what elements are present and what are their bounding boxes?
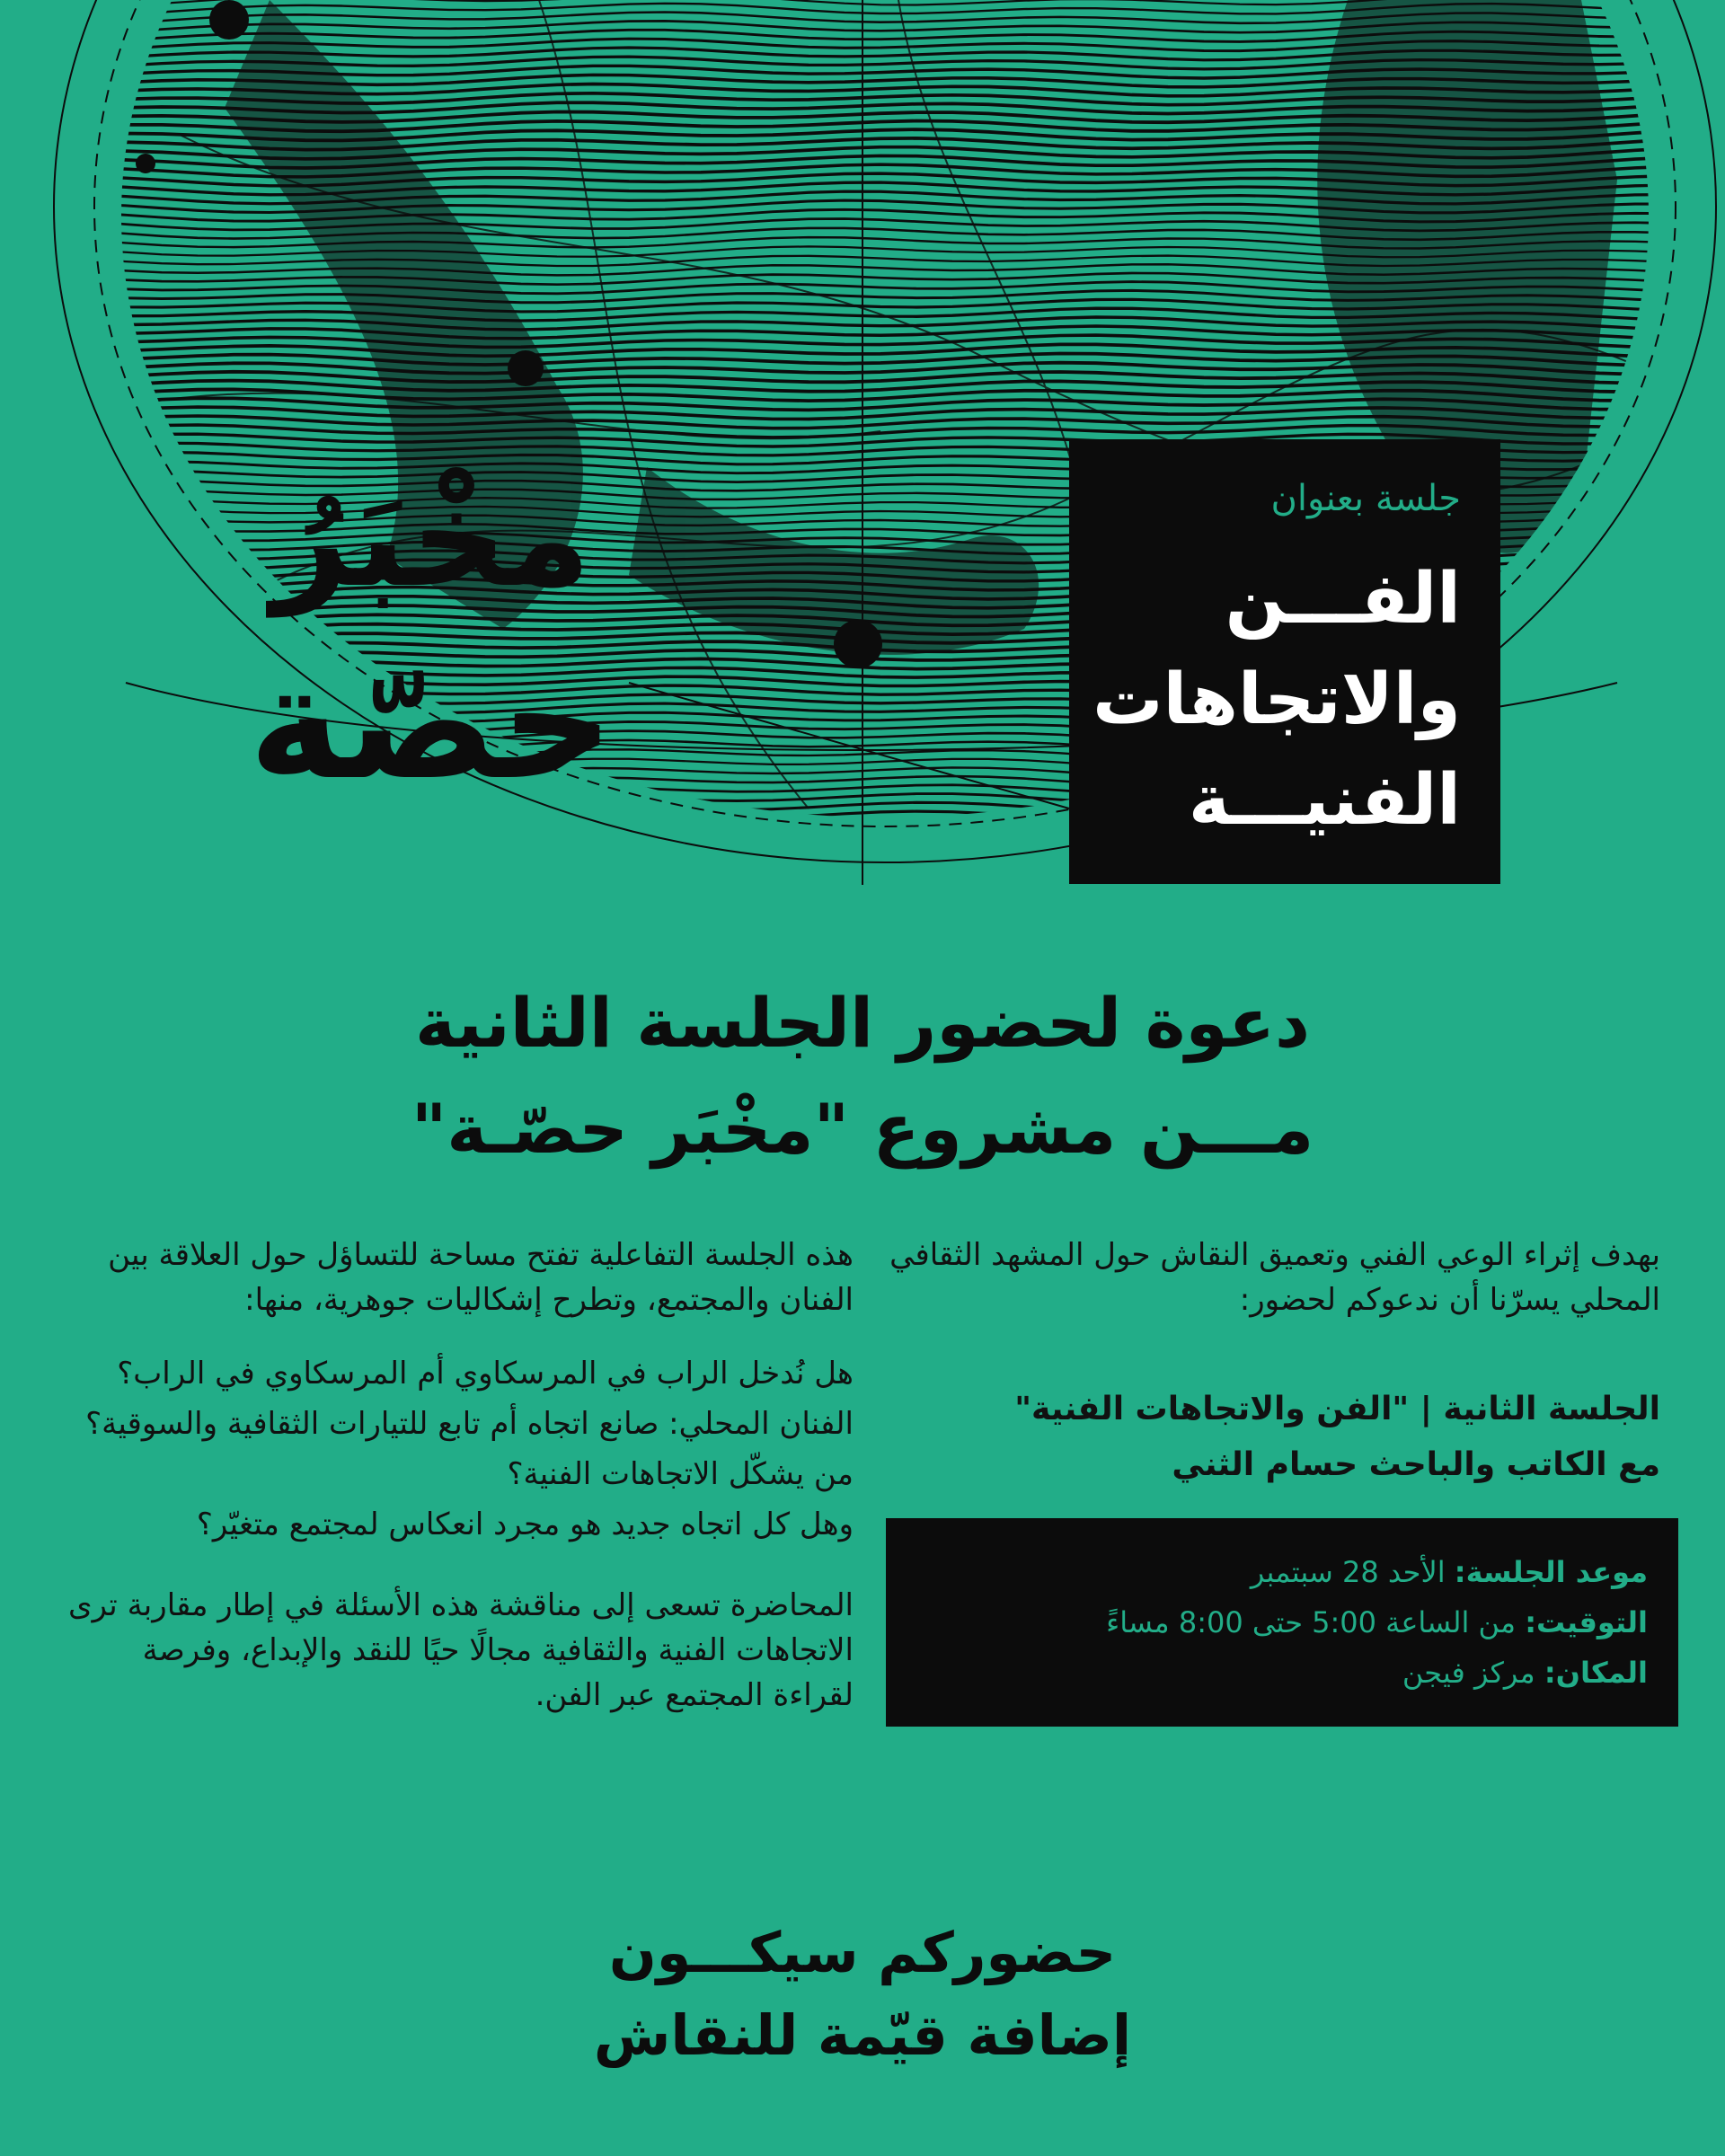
headline (144, 970, 1581, 1182)
session-info (880, 1382, 1660, 1493)
closing-line: إضافة قيّمة للنقاش (593, 2002, 1132, 2068)
closing-line: حضوركم سيكـــون (608, 1920, 1117, 1985)
session-title-line: الفنيـــة (1188, 760, 1461, 841)
session-label: جلسة بعنوان (1270, 478, 1461, 519)
session-title-line: الفـــن (1225, 559, 1461, 640)
headline-line: دعوة لحضور الجلسة الثانية (414, 983, 1310, 1063)
detail-date (916, 1547, 1648, 1597)
detail-time (916, 1597, 1648, 1648)
logo-line-2: حصّة (248, 631, 615, 815)
detail-value: من الساعة 5:00 حتى 8:00 مساءً (1106, 1605, 1517, 1639)
session-title-line: والاتجاهات (1092, 659, 1461, 740)
session-title-box (1069, 439, 1500, 884)
detail-label: موعد الجلسة: (1454, 1555, 1648, 1589)
detail-place (916, 1648, 1648, 1698)
headline-line: مـــن مشروع "مخْبَر حصّـة" (411, 1089, 1314, 1169)
closing-message (449, 1912, 1276, 2077)
session-info-line: الجلسة الثانية | "الفن والاتجاهات الفنية" (1014, 1391, 1660, 1427)
details-box (886, 1518, 1678, 1727)
question-item: وهل كل اتجاه جديد هو مجرد انعكاس لمجتمع متغيّر؟ (196, 1507, 854, 1542)
detail-label: التوقيت: (1525, 1605, 1648, 1639)
detail-value: مركز فيجن (1402, 1656, 1535, 1690)
detail-value: الأحد 28 سبتمبر (1250, 1555, 1446, 1589)
logo-line-1: مخْبَرُ (271, 461, 591, 617)
right-column (880, 1233, 1660, 1493)
session-title (1092, 549, 1461, 851)
conclusion-paragraph: المحاضرة تسعى إلى مناقشة هذه الأسئلة في إطار مقاربة ترى الاتجاهات الفنية والثقافية مجالًا حيًا للنقد والإبداع، وفرصة لقراءة المجتمع عبر الفن. (67, 1587, 854, 1713)
session-info-line: مع الكاتب والباحث حسام الثني (1172, 1446, 1660, 1483)
question-item: الفنان المحلي: صانع اتجاه أم تابع للتيارات الثقافية والسوقية؟ (85, 1406, 854, 1442)
logo (198, 422, 665, 853)
left-paragraph: هذه الجلسة التفاعلية تفتح مساحة للتساؤل حول العلاقة بين الفنان والمجتمع، وتطرح إشكاليات جوهرية، منها: (108, 1237, 854, 1318)
question-item: من يشكّل الاتجاهات الفنية؟ (507, 1456, 854, 1492)
intro-paragraph: بهدف إثراء الوعي الفني وتعميق النقاش حول المشهد الثقافي المحلي يسرّنا أن ندعوكم لحضور: (889, 1237, 1660, 1318)
left-column (65, 1233, 854, 1746)
question-item: هل نُدخل الراب في المرسكاوي أم المرسكاوي في الراب؟ (117, 1356, 854, 1392)
detail-label: المكان: (1544, 1656, 1648, 1690)
